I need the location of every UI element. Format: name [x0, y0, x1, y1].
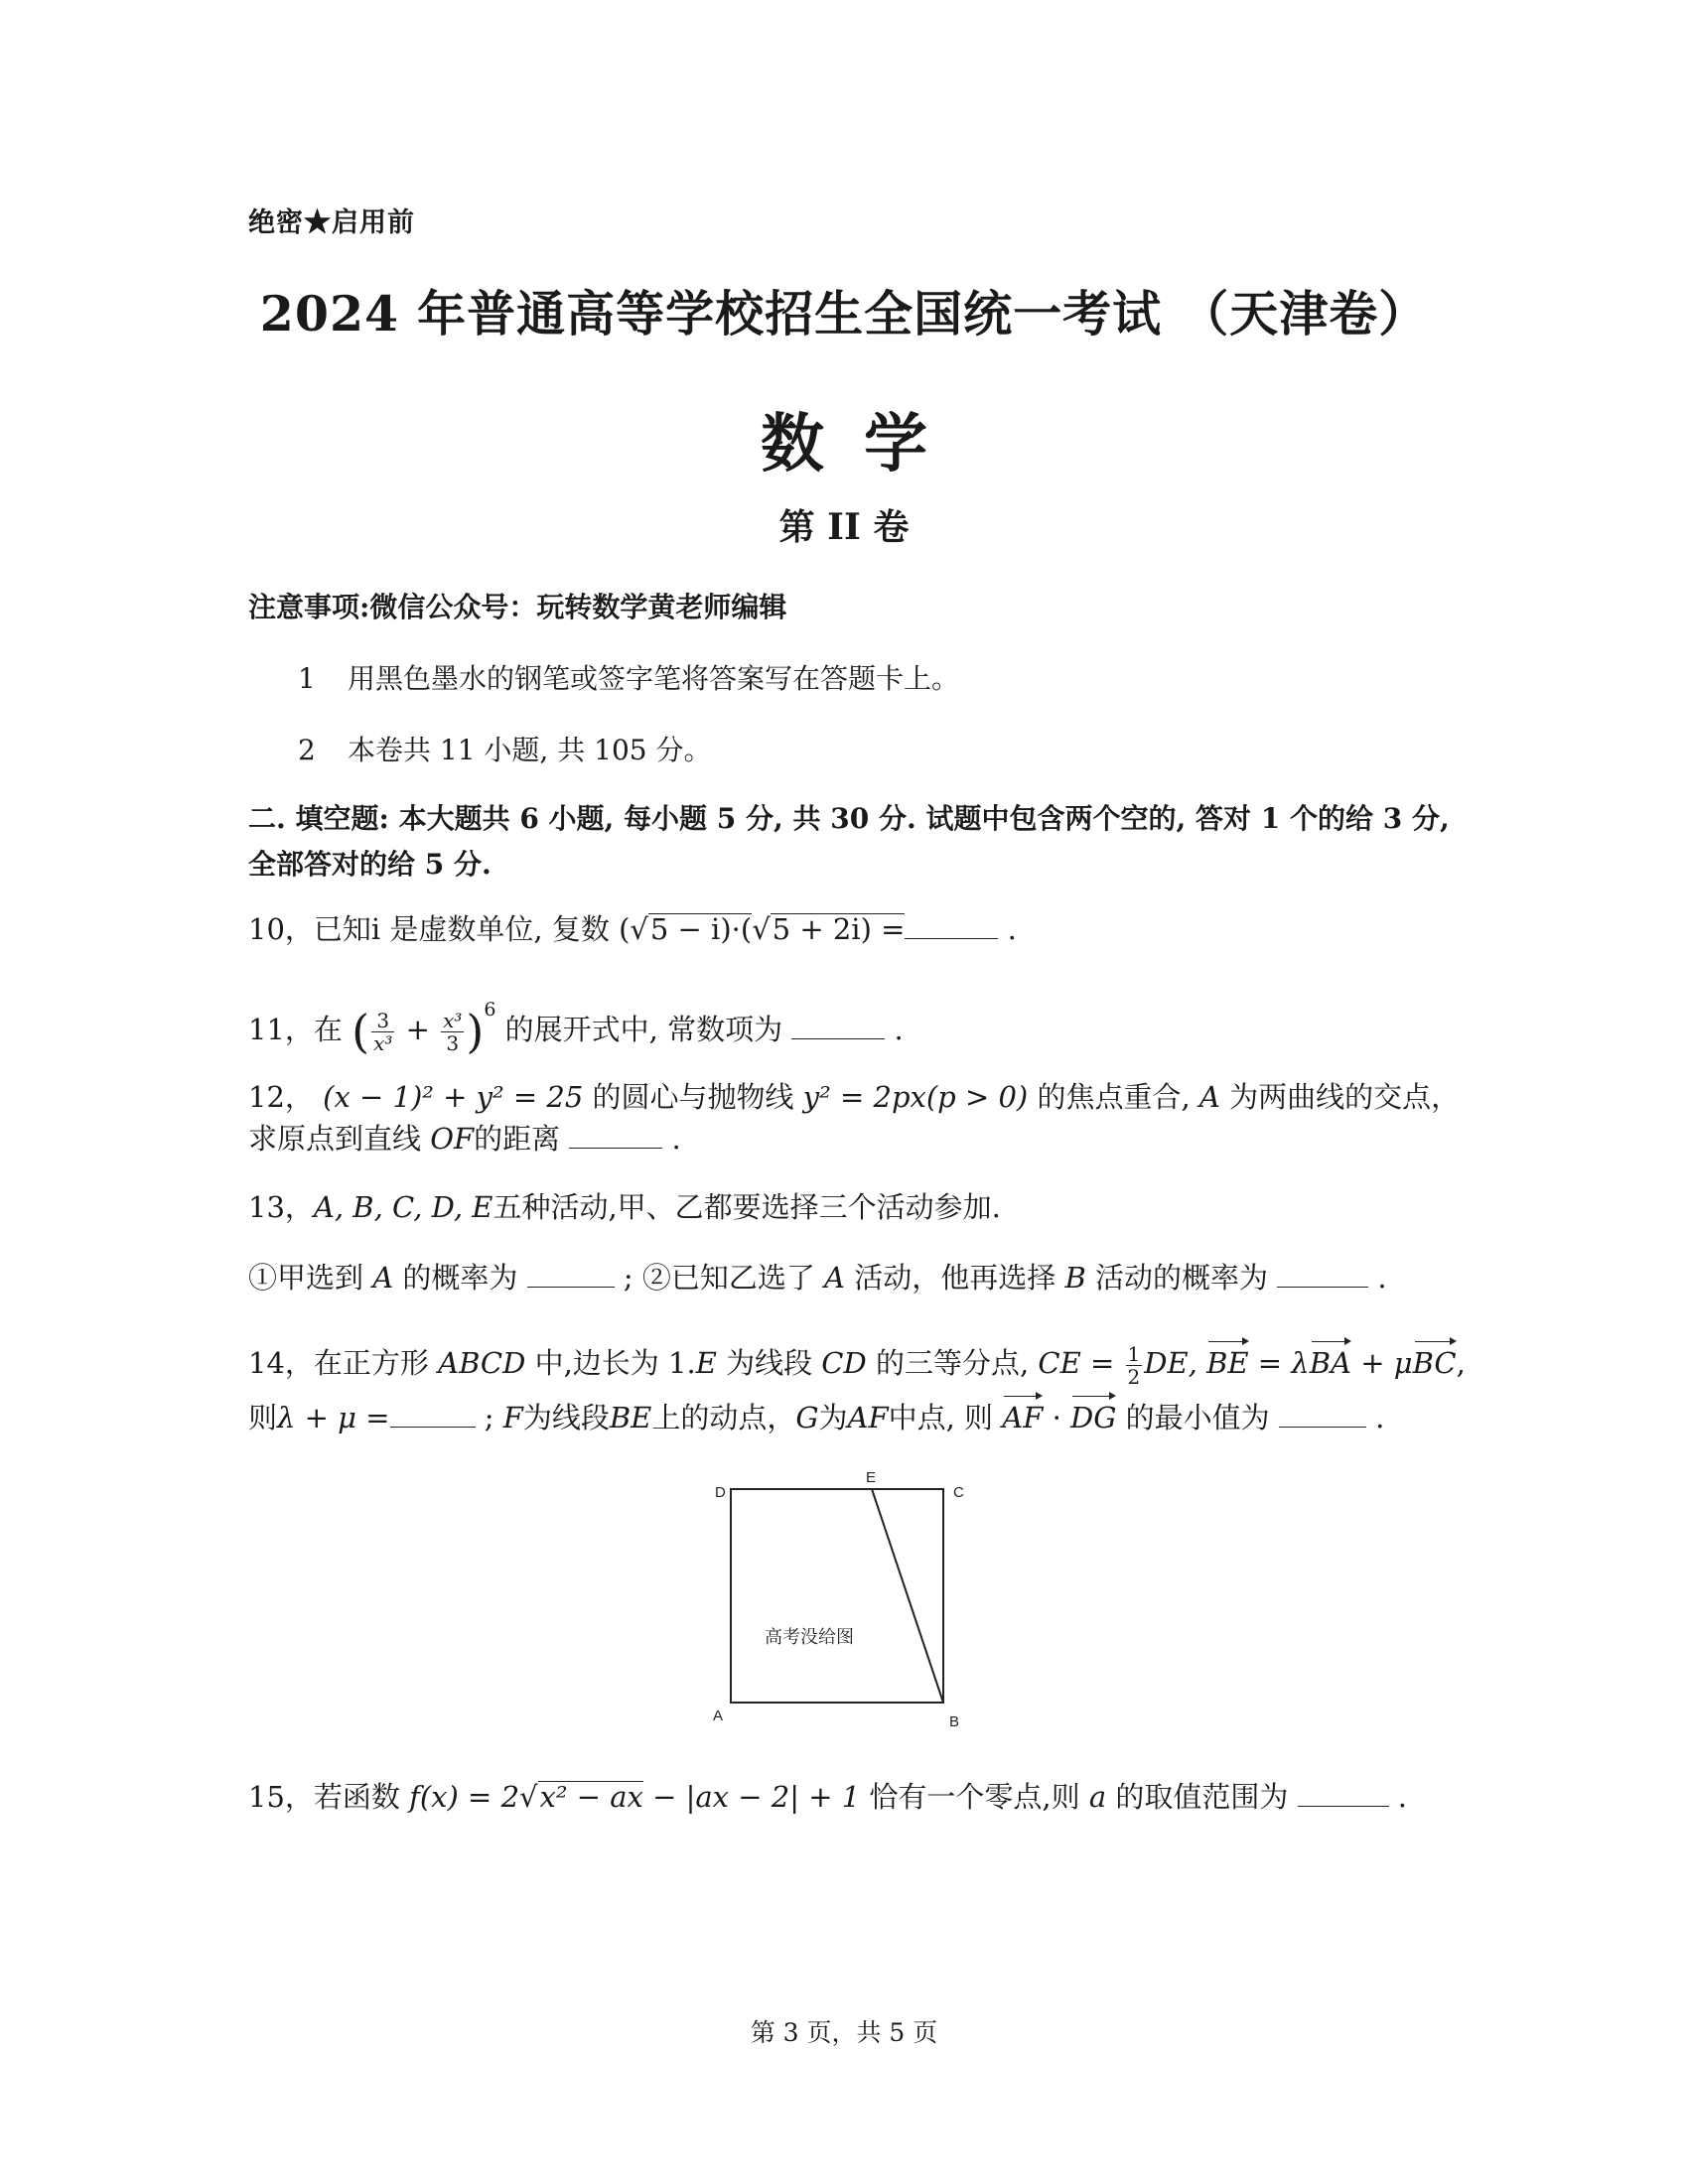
math-symbol: F [502, 1401, 523, 1434]
question-text: 为线段 [716, 1346, 822, 1380]
question-text: . [998, 912, 1017, 946]
question-number: 14， [248, 1346, 314, 1380]
answer-blank [527, 1259, 615, 1288]
sqrt-expression: x² − ax [539, 1780, 643, 1814]
sqrt-expression: 5 + 2i) = [772, 912, 906, 946]
paren-close: ) [466, 1005, 485, 1058]
question-12-line-2 [248, 1114, 681, 1163]
question-text: 恰有一个零点,则 [860, 1780, 1089, 1814]
question-text: 的最小值为 [1116, 1401, 1279, 1434]
vector-bc: BC [1413, 1338, 1457, 1388]
question-text: 的展开式中, 常数项为 [495, 1013, 792, 1046]
question-text: . [1388, 1780, 1408, 1814]
operator: + [396, 1013, 440, 1046]
math-expression: λ + μ = [277, 1401, 390, 1434]
math-symbol: A [1198, 1080, 1230, 1114]
label-a: A [713, 1707, 724, 1724]
fraction [1126, 1343, 1143, 1388]
label-d: D [715, 1484, 726, 1501]
square-abcd [731, 1489, 943, 1703]
vector-af: AF [1002, 1393, 1043, 1442]
math-expression: f(x) = 2 [409, 1780, 520, 1814]
math-symbol: OF [430, 1122, 475, 1156]
answer-blank [791, 1011, 885, 1039]
segment-eb [872, 1489, 943, 1703]
vector-dg: DG [1070, 1393, 1116, 1442]
question-11 [248, 985, 904, 1056]
question-text: ①甲选到 [248, 1261, 373, 1295]
label-c: C [953, 1484, 964, 1501]
question-number: 15， [248, 1780, 314, 1814]
math-symbol: CE [1038, 1346, 1081, 1380]
confidential-label: 绝密★启用前 [248, 207, 415, 238]
fraction-denominator: 3 [446, 1030, 460, 1055]
math-symbol: a [1088, 1780, 1107, 1814]
math-symbol: A [824, 1261, 845, 1295]
notice-item [298, 657, 959, 697]
exponent: 6 [484, 999, 496, 1021]
fraction-numerator: 3 [371, 1010, 394, 1032]
question-text: . [885, 1013, 904, 1046]
question-text: 若函数 [313, 1780, 410, 1814]
fraction [371, 1010, 394, 1054]
question-number: 13， [248, 1190, 314, 1224]
answer-blank [905, 910, 998, 939]
question-text: ; [475, 1401, 503, 1434]
question-text: 是虚数单位, 复数 ( [380, 912, 631, 946]
fraction-denominator: 2 [1127, 1364, 1141, 1389]
section-heading: 二. 填空题: 本大题共 6 小题, 每小题 5 分, 共 30 分. 试题中包含两个空的, 答对 1 个的给 3 分, 全部答对的给 5 分. [248, 802, 1450, 881]
fraction [441, 1010, 464, 1054]
question-text: . [1365, 1401, 1385, 1434]
vector-ba: BA [1310, 1338, 1351, 1388]
question-text: 中点, 则 [888, 1401, 1003, 1434]
fraction-denominator: x³ [373, 1030, 393, 1055]
question-text: 五种活动,甲、乙都要选择三个活动参加. [492, 1190, 1001, 1224]
notice-item-text: 用黑色墨水的钢笔或签字笔将答案写在答题卡上。 [348, 662, 960, 695]
answer-blank [1277, 1259, 1368, 1288]
notice-item-number: 1 [298, 662, 316, 695]
question-text: 活动的概率为 [1085, 1261, 1278, 1295]
math-symbol: A [372, 1261, 394, 1295]
question-text: 为 [818, 1401, 848, 1434]
math-expression: y² = 2px(p > 0) [802, 1080, 1038, 1114]
operator: · [1043, 1401, 1071, 1434]
question-number: 10， [248, 912, 314, 946]
square-figure [695, 1464, 993, 1742]
page-footer: 第 3 页，共 5 页 [750, 2018, 938, 2047]
question-number: 11， [248, 1013, 314, 1046]
math-expression: − |ax − 2| + 1 [642, 1780, 861, 1814]
vector-be: BE [1206, 1338, 1248, 1388]
math-expression: = λ [1248, 1346, 1310, 1380]
answer-blank [1298, 1778, 1389, 1807]
question-text: 的概率为 [393, 1261, 527, 1295]
answer-blank [1279, 1399, 1366, 1428]
notice-item-number: 2 [298, 734, 316, 766]
math-expression: + μ [1350, 1346, 1413, 1380]
question-text: 的距离 [474, 1122, 570, 1156]
exam-title: 2024 年普通高等学校招生全国统一考试 （天津卷） [259, 285, 1429, 342]
notice-item-text: 本卷共 11 小题, 共 105 分。 [348, 734, 712, 766]
question-text: 上的动点， [651, 1401, 796, 1434]
question-text: 在 [313, 1013, 352, 1046]
math-symbol: AF [847, 1401, 889, 1434]
math-symbol: CD [821, 1346, 867, 1380]
math-symbol: DE, [1144, 1346, 1207, 1380]
math-symbol: G [795, 1401, 819, 1434]
label-b: B [949, 1713, 960, 1730]
imaginary-unit: i [370, 912, 381, 946]
question-text: ; ②已知乙选了 [614, 1261, 825, 1295]
question-text: 的三等分点, [866, 1346, 1039, 1380]
question-10: 10，已知i 是虚数单位, 复数 (√5 − i)·(√5 + 2i) = . [248, 912, 1017, 946]
question-text: 为两曲线的交点， [1229, 1080, 1461, 1114]
math-symbol: E [695, 1346, 717, 1380]
label-e: E [866, 1469, 877, 1486]
question-13 [248, 1182, 1001, 1232]
question-13-line-2 [248, 1253, 1387, 1302]
math-expression: (x − 1)² + y² = 25 [313, 1080, 593, 1114]
paren-open: ( [352, 1005, 370, 1058]
operator: = [1080, 1346, 1124, 1380]
question-15: 15，若函数 f(x) = 2√x² − ax − |ax − 2| + 1 恰有一个零点,则 a 的取值范围为 . [248, 1780, 1408, 1814]
question-text: . [1368, 1261, 1387, 1295]
question-14-line-2 [248, 1393, 1384, 1442]
notice-item [298, 729, 711, 768]
math-symbol: BE [609, 1401, 652, 1434]
question-text: 已知 [313, 912, 371, 946]
fraction-numerator: 1 [1127, 1341, 1141, 1366]
question-text: 求原点到直线 [248, 1122, 431, 1156]
answer-blank [390, 1399, 476, 1428]
question-text: 的取值范围为 [1106, 1780, 1298, 1814]
subject-title: 数学 [761, 407, 967, 481]
question-text: 则 [248, 1401, 278, 1434]
fraction-numerator: x³ [443, 1008, 463, 1032]
question-text: 的圆心与抛物线 [592, 1080, 803, 1114]
notice-heading: 注意事项:微信公众号：玩转数学黄老师编辑 [248, 591, 787, 623]
question-text: . [662, 1122, 681, 1156]
question-number: 12， [248, 1080, 314, 1114]
sqrt-expression: 5 − i)·( [649, 912, 753, 946]
question-text: 在正方形 [313, 1346, 439, 1380]
answer-blank [569, 1120, 662, 1149]
question-text: 活动，他再选择 [845, 1261, 1065, 1295]
volume-label: 第 II 卷 [778, 506, 910, 548]
question-text: , [1456, 1346, 1466, 1380]
question-14 [248, 1338, 1466, 1388]
math-symbol: ABCD [438, 1346, 526, 1380]
math-symbol: B [1064, 1261, 1086, 1295]
question-text: 中,边长为 1. [525, 1346, 696, 1380]
math-expression: A, B, C, D, E [313, 1190, 493, 1224]
figure-caption: 高考没给图 [765, 1627, 854, 1647]
question-text: 的焦点重合, [1037, 1080, 1199, 1114]
question-text: 为线段 [522, 1401, 610, 1434]
